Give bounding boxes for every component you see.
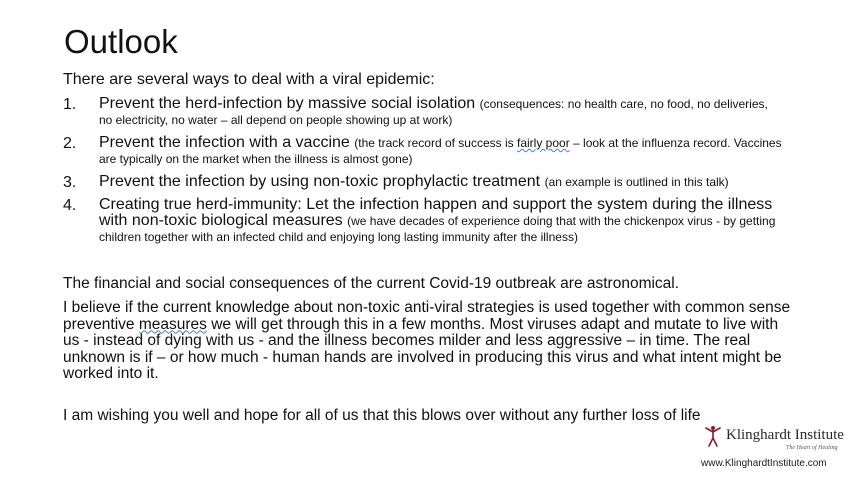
list-item-main: Creating true herd-immunity: Let the infection happen and support the system during the illness with non-toxic biological measures <box>99 196 773 229</box>
kinesiology-figure-icon <box>702 425 724 447</box>
list-item-main: Prevent the herd-infection by massive social isolation <box>99 95 476 112</box>
belief-paragraph <box>63 300 793 383</box>
note-text: – look at the influenza record. Vaccines are typically on the market when the illness is almost gone) <box>99 136 782 166</box>
klinghardt-logo <box>696 423 846 473</box>
intro-text: There are several ways to deal with a viral epidemic: <box>63 71 435 88</box>
logo-tagline: The Heart of Healing <box>786 445 838 451</box>
note-text: (the track record of success is <box>354 136 517 150</box>
list-item-main: Prevent the infection with a vaccine <box>99 134 350 151</box>
logo-name: Klinghardt Institute <box>726 427 844 443</box>
list-item-note: (consequences: no health care, no food, no deliveries, no electricity, no water – all depend on people showing up at work) <box>99 97 768 127</box>
spellcheck-underlined-text: fairly poor <box>517 136 570 150</box>
ways-list <box>63 96 783 252</box>
list-number: 3. <box>63 174 77 191</box>
list-item <box>63 197 783 245</box>
spellcheck-underlined-text: measures <box>138 315 207 333</box>
list-item <box>63 96 783 128</box>
list-item-main: Prevent the infection by using non-toxic prophylactic treatment <box>99 173 541 190</box>
logo-url: www.KlinghardtInstitute.com <box>701 458 827 469</box>
closing-paragraph: I am wishing you well and hope for all of us that this blows over without any further loss of life <box>63 407 701 424</box>
list-item-note: (we have decades of experience doing that with the chickenpox virus - by getting children together with an infected child and enjoying long lasting immunity after the illness) <box>99 214 776 244</box>
paragraph-text: we will get through this in a few months. Most viruses adapt and mutate to live with us - instead of dying with us - and the illness becomes milder and less aggressive – in time. The real unknown is if – or how much - human hands are involved in producing this virus and what intent might be worked into it. <box>63 315 782 382</box>
list-item <box>63 135 783 167</box>
paragraph-text: I believe if the current knowledge about non-toxic anti-viral strategies is used together with common sense preventive <box>63 299 791 333</box>
consequences-paragraph: The financial and social consequences of the current Covid-19 outbreak are astronomical. <box>63 275 680 292</box>
list-item <box>63 174 783 190</box>
list-number: 2. <box>63 135 77 152</box>
list-number: 4. <box>63 197 77 214</box>
list-item-note: (an example is outlined in this talk) <box>544 175 729 189</box>
list-number: 1. <box>63 96 77 113</box>
slide-title: Outlook <box>64 23 178 60</box>
